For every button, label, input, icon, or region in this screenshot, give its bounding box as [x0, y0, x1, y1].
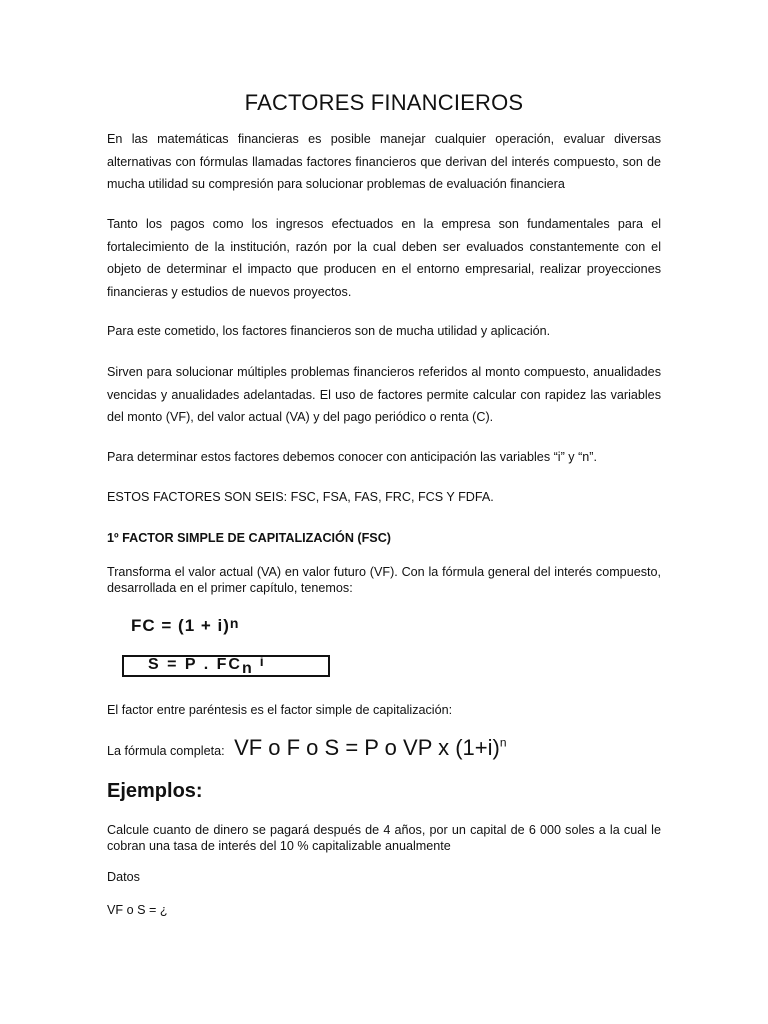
complete-formula-base: VF o F o S = P o VP x (1+i) — [234, 735, 500, 760]
complete-formula-expression — [234, 735, 506, 760]
examples-heading: Ejemplos: — [107, 780, 203, 802]
paragraph-payments: Tanto los pagos como los ingresos efectuados en la empresa son fundamentales para el fortalecimiento de la institución, razón por la cual deben ser evaluados constantemente con el objeto de determinar el impacto que producen en el entorno empresarial, realizar proyecciones financieras y estudios de nuevos proyectos. — [107, 217, 661, 300]
paragraph-intro: En las matemáticas financieras es posible manejar cualquier operación, evaluar diversas alternativas con fórmulas llamadas factores financieros que derivan del interés compuesto, son de mucha utilidad su compresión para solucionar problemas de evaluación financiera — [107, 132, 661, 192]
s-formula-base: S = P . FC — [148, 656, 242, 673]
paragraph-variables: Para determinar estos factores debemos conocer con anticipación las variables “i” y “n”. — [107, 450, 597, 464]
fc-formula-base: FC = (1 + i) — [131, 616, 230, 635]
s-formula — [148, 653, 266, 677]
paragraph-six-factors: ESTOS FACTORES SON SEIS: FSC, FSA, FAS, FRC, FCS Y FDFA. — [107, 490, 494, 504]
s-formula-box — [122, 655, 330, 677]
paragraph-purpose: Para este cometido, los factores financieros son de mucha utilidad y aplicación. — [107, 324, 551, 338]
paragraph-uses: Sirven para solucionar múltiples problemas financieros referidos al monto compuesto, anualidades vencidas y anualidades adelantadas. El uso de factores permite calcular con rapidez las variables del monto (VF), del valor actual (VA) y del pago periódico o renta (C). — [107, 365, 661, 425]
formula-image — [107, 611, 339, 687]
paragraph-factor-between: El factor entre paréntesis es el factor simple de capitalización: — [107, 703, 453, 717]
vf-line: VF o S = ¿ — [107, 903, 168, 917]
s-formula-superscript: i — [259, 653, 266, 669]
fc-formula — [131, 616, 239, 636]
s-formula-subscript: n — [241, 660, 252, 677]
paragraph-transform: Transforma el valor actual (VA) en valor futuro (VF). Con la fórmula general del interés compuesto, desarrollada en el primer capítulo, tenemos: — [107, 565, 661, 595]
fc-formula-exponent: n — [229, 615, 240, 631]
datos-label: Datos — [107, 870, 140, 884]
document-title: FACTORES FINANCIEROS — [244, 90, 524, 115]
complete-formula-label: La fórmula completa: — [107, 744, 225, 758]
section-heading-fsc: 1º FACTOR SIMPLE DE CAPITALIZACIÓN (FSC) — [107, 531, 391, 545]
paragraph-example-problem: Calcule cuanto de dinero se pagará después de 4 años, por un capital de 6 000 soles a la cual le cobran una tasa de interés del 10 % capitalizable anualmente — [107, 823, 661, 853]
complete-formula-exponent: n — [499, 735, 507, 750]
complete-formula — [107, 735, 507, 761]
